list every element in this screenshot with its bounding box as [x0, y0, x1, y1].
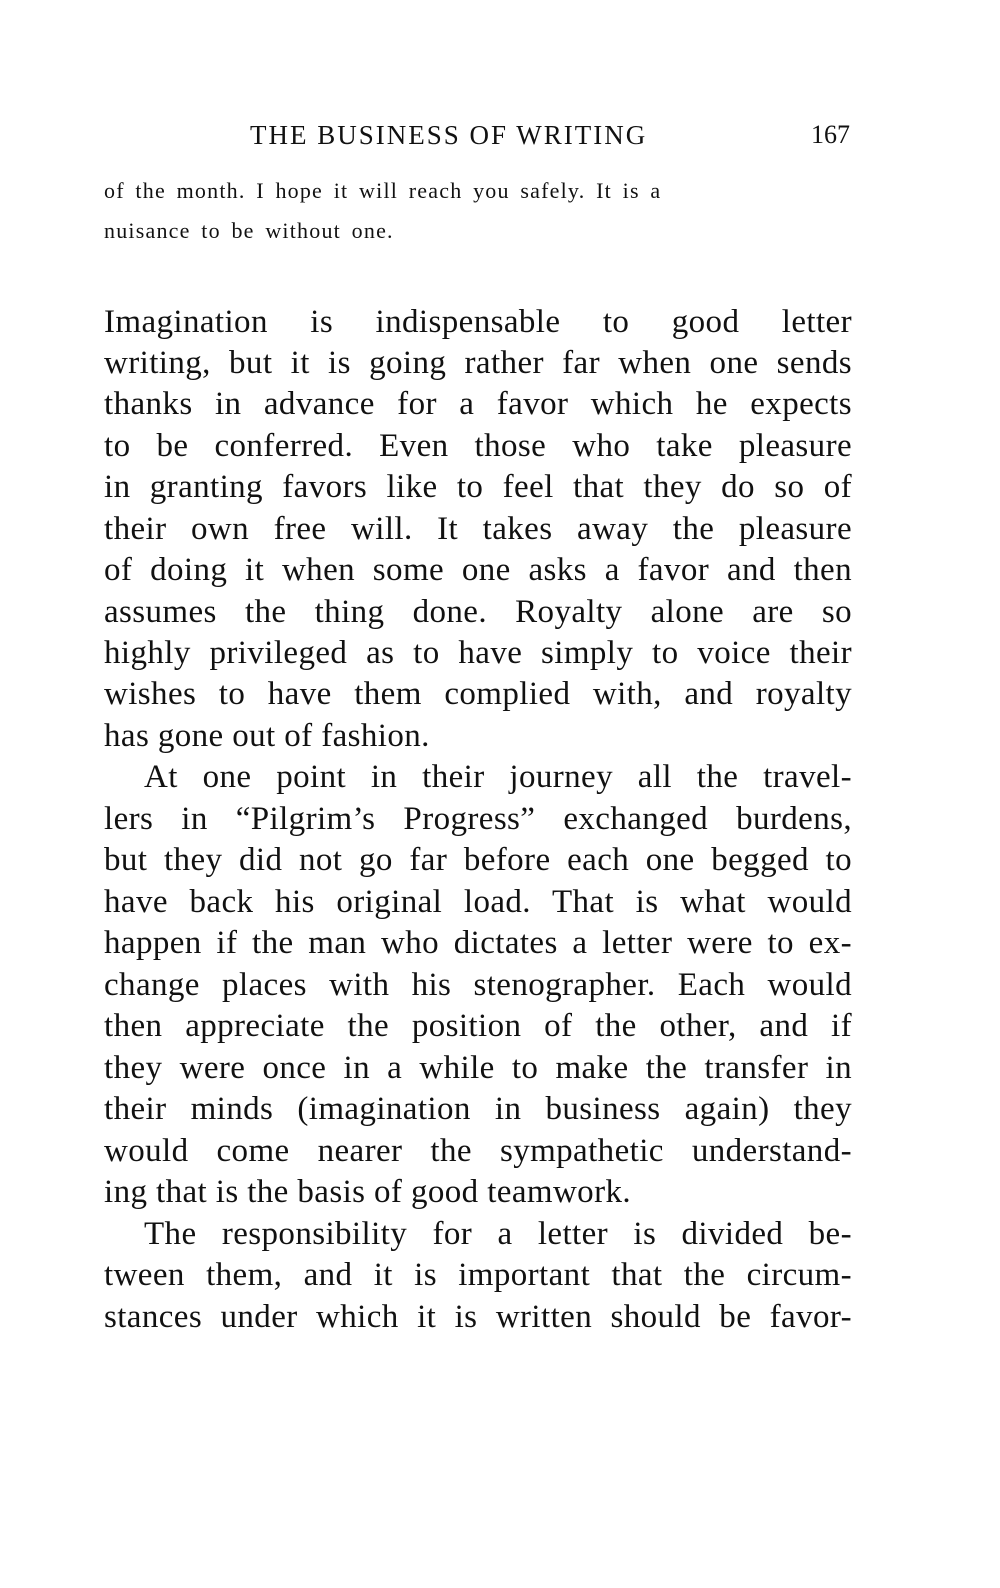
paragraph-line: At one point in their journey all the travel- — [144, 759, 852, 795]
paragraph-line: have back his original load. That is what would — [104, 884, 852, 920]
paragraph-line: ing that is the basis of good teamwork. — [104, 1174, 632, 1210]
paragraph-line: tween them, and it is important that the circum- — [104, 1257, 852, 1293]
paragraph-line: change places with his stenographer. Each would — [104, 967, 852, 1003]
paragraph-line: Imagination is indispensable to good letter — [104, 304, 852, 340]
paragraph-line: but they did not go far before each one begged to — [104, 842, 852, 878]
paragraph-line: to be conferred. Even those who take pleasure — [104, 428, 852, 464]
quote-line: nuisance to be without one. — [104, 218, 394, 243]
paragraph-line: lers in “Pilgrim’s Progress” exchanged burdens, — [104, 801, 852, 837]
running-head — [104, 120, 850, 160]
paragraph-line: then appreciate the position of the other, and if — [104, 1008, 852, 1044]
running-title: THE BUSINESS OF WRITING — [250, 120, 648, 150]
quote-line: of the month. I hope it will reach you safely. It is a — [104, 178, 662, 203]
paragraph-line: their own free will. It takes away the pleasure — [104, 511, 852, 547]
paragraph-line: of doing it when some one asks a favor and then — [104, 552, 852, 588]
paragraph-line: they were once in a while to make the transfer in — [104, 1050, 852, 1086]
paragraph-line: highly privileged as to have simply to voice their — [104, 635, 852, 671]
paragraph-line: wishes to have them complied with, and royalty — [104, 676, 852, 712]
paragraph-line: in granting favors like to feel that they do so of — [104, 469, 852, 505]
paragraph-line: The responsibility for a letter is divided be- — [144, 1216, 852, 1252]
paragraph-line: writing, but it is going rather far when one sends — [104, 345, 852, 381]
paragraph-line: has gone out of fashion. — [104, 718, 430, 754]
paragraph-line: thanks in advance for a favor which he expects — [104, 386, 852, 422]
paragraph-line: happen if the man who dictates a letter were to ex- — [104, 925, 852, 961]
page-number: 167 — [811, 120, 850, 149]
paragraph-line: assumes the thing done. Royalty alone are so — [104, 594, 852, 630]
paragraph-line: would come nearer the sympathetic understand- — [104, 1133, 852, 1169]
paragraph-line: their minds (imagination in business again) they — [104, 1091, 852, 1127]
paragraph-line: stances under which it is written should be favor- — [104, 1299, 852, 1335]
